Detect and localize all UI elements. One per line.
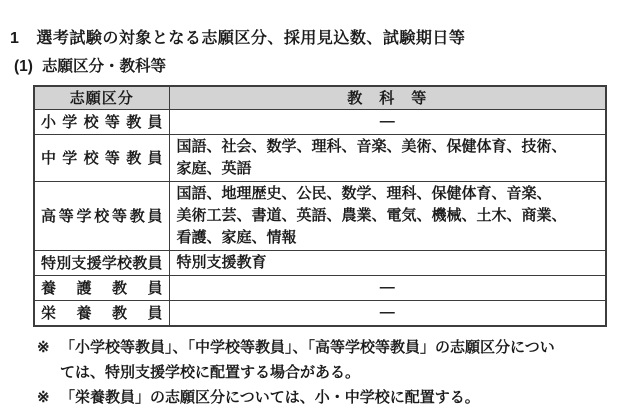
header-subjects: 教 科 等 xyxy=(169,86,606,109)
subjects-cell: — xyxy=(169,275,606,300)
subjects-cell: 特別支援教育 xyxy=(169,250,606,275)
subjects-cell: — xyxy=(169,109,606,134)
footnotes xyxy=(37,335,620,410)
table-row xyxy=(34,181,606,250)
table-row xyxy=(34,134,606,181)
footnote-line: 「小学校等教員」、「中学校等教員」、「高等学校等教員」の志願区分につい xyxy=(60,338,555,356)
subsection-number: (1) xyxy=(14,58,33,75)
footnote-text xyxy=(60,335,620,385)
footnote-line: ては、特別支援学校に配置する場合がある。 xyxy=(60,363,361,381)
section-title: 選考試験の対象となる志願区分、採用見込数、試験期日等 xyxy=(36,30,466,47)
category-cell: 小学校等教員 xyxy=(34,109,169,134)
table-row xyxy=(34,300,606,326)
footnote xyxy=(37,385,620,410)
section-number: 1 xyxy=(10,30,20,47)
table-row xyxy=(34,109,606,134)
footnote xyxy=(37,335,620,385)
table-header-row xyxy=(34,86,606,109)
subjects-cell: — xyxy=(169,300,606,326)
subjects-cell: 国語、社会、数学、理科、音楽、美術、保健体育、技術、家庭、英語 xyxy=(169,134,606,181)
category-cell: 特別支援学校教員 xyxy=(34,250,169,275)
category-subject-table xyxy=(33,85,607,327)
subsection-title: 志願区分・教科等 xyxy=(41,58,166,75)
category-cell: 養護教員 xyxy=(34,275,169,300)
table-row xyxy=(34,250,606,275)
footnote-marker: ※ xyxy=(37,388,50,406)
subjects-cell: 国語、地理歴史、公民、数学、理科、保健体育、音楽、美術工芸、書道、英語、農業、電気、機械、土木、商業、看護、家庭、情報 xyxy=(169,181,606,250)
category-cell: 高等学校等教員 xyxy=(34,181,169,250)
category-cell: 栄養教員 xyxy=(34,300,169,326)
table-row xyxy=(34,275,606,300)
footnote-line: 「栄養教員」の志願区分については、小・中学校に配置する。 xyxy=(60,388,480,406)
category-cell: 中学校等教員 xyxy=(34,134,169,181)
section-heading xyxy=(10,25,640,48)
footnote-marker: ※ xyxy=(37,338,50,356)
footnote-text xyxy=(60,385,620,410)
subsection-heading xyxy=(14,54,640,76)
header-category: 志願区分 xyxy=(34,86,169,109)
